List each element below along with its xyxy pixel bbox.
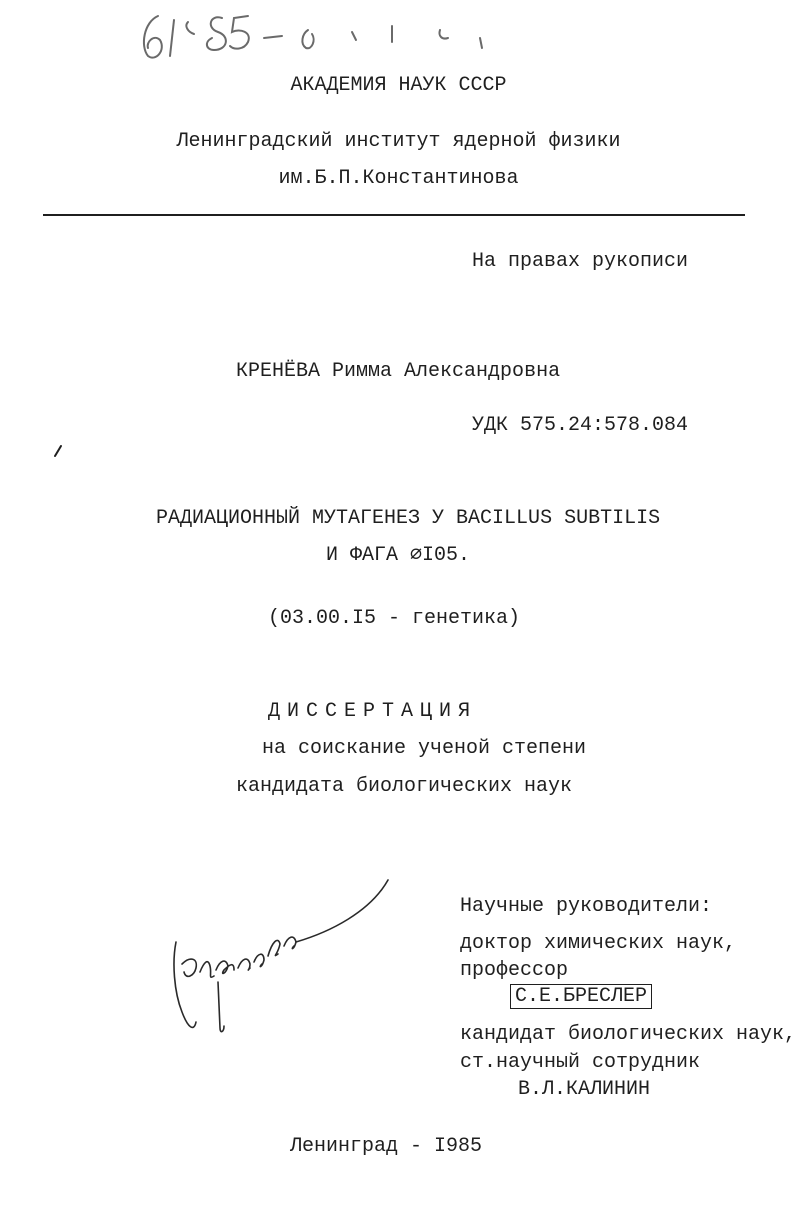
academy-name: АКАДЕМИЯ НАУК СССР	[290, 74, 507, 97]
author-given-names: Римма Александровна	[332, 360, 561, 383]
thesis-title-line2: И ФАГА ∅I05.	[326, 544, 471, 567]
author-surname: КРЕНЁВА	[236, 360, 321, 383]
udk-code: УДК 575.24:578.084	[472, 414, 689, 437]
advisor2-title: ст.научный сотрудник	[460, 1051, 701, 1074]
thesis-title-line1: РАДИАЦИОННЫЙ МУТАГЕНЕЗ У BACILLUS SUBTILIS	[156, 507, 661, 530]
specialty-code: (03.00.I5 - генетика)	[268, 607, 521, 630]
stray-pen-mark	[52, 444, 64, 458]
advisor1-degree: доктор химических наук,	[460, 932, 737, 955]
degree-purpose-line1: на соискание ученой степени	[262, 737, 587, 760]
document-type-heading: ДИССЕРТАЦИЯ	[268, 700, 478, 723]
header-divider	[43, 214, 745, 216]
advisors-heading: Научные руководители:	[460, 895, 713, 918]
institute-name: Ленинградский институт ядерной физики	[176, 130, 621, 153]
author-signature	[160, 872, 400, 1042]
advisor1-title: профессор	[460, 959, 569, 982]
advisor2-name: В.Л.КАЛИНИН	[518, 1078, 651, 1101]
advisor1-name-box	[510, 985, 652, 1009]
degree-purpose-line2: кандидата биологических наук	[236, 775, 573, 798]
handwritten-archive-number	[130, 4, 510, 64]
place-and-year: Ленинград - I985	[290, 1135, 483, 1158]
advisor1-name: С.Е.БРЕСЛЕР	[510, 984, 652, 1009]
institute-namesake: им.Б.П.Константинова	[278, 167, 519, 190]
author-name	[236, 360, 560, 384]
rights-notice: На правах рукописи	[472, 250, 689, 273]
advisor2-degree: кандидат биологических наук,	[460, 1023, 797, 1046]
